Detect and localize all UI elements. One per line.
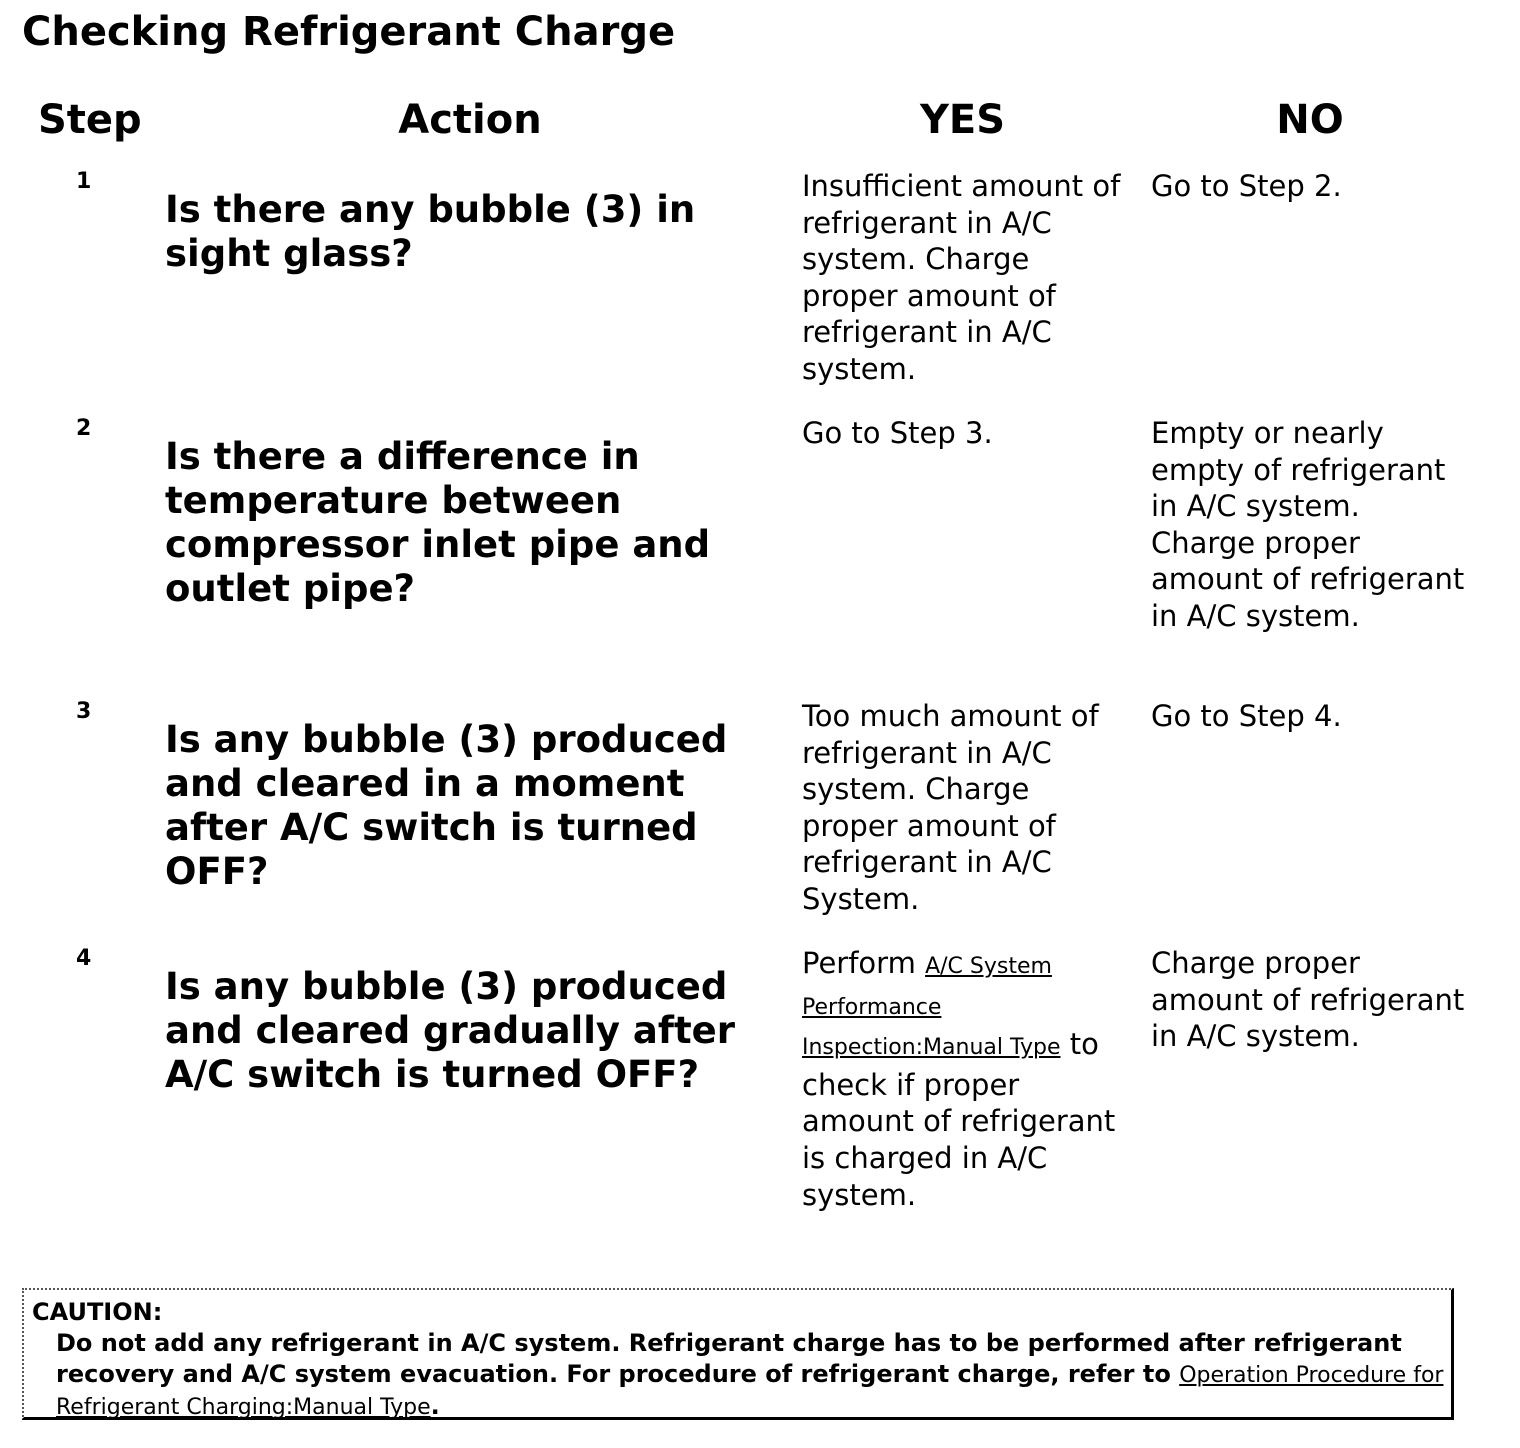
yes-result-prefix: Perform [802,946,916,980]
yes-result: Too much amount of refrigerant in A/C system. Charge proper amount of refrigerant in A/C System. [802,699,1099,916]
yes-result [802,945,1132,1213]
page-title: Checking Refrigerant Charge [22,9,676,55]
caution-box [22,1288,1454,1420]
caution-end: . [430,1392,440,1420]
no-result: Charge proper amount of refrigerant in A/C system. [1151,946,1465,1054]
yes-result: Go to Step 3. [802,416,993,450]
caution-text [56,1328,1452,1423]
action-question: Is there a difference in temperature between compressor inlet pipe and outlet pipe? [165,435,711,610]
step-number: 3 [76,699,92,724]
no-result: Go to Step 2. [1151,169,1342,203]
ac-performance-inspection-link[interactable]: A/C System Performance Inspection:Manual Type [802,954,1061,1061]
refrigerant-charging-procedure-link[interactable]: Operation Procedure for Refrigerant Charging:Manual Type [56,1363,1444,1420]
yes-result: Insufficient amount of refrigerant in A/C system. Charge proper amount of refrigerant in A/C system. [802,169,1121,386]
step-number: 4 [76,946,92,971]
action-question: Is any bubble (3) produced and cleared gradually after A/C switch is turned OFF? [165,965,736,1096]
column-header-action: Action [398,97,542,143]
caution-label: CAUTION: [32,1298,163,1326]
yes-result-suffix: to check if proper amount of refrigerant is charged in A/C system. [802,1027,1116,1212]
no-result: Empty or nearly empty of refrigerant in A/C system. Charge proper amount of refrigerant in A/C system. [1151,416,1465,633]
step-number: 1 [76,169,92,194]
action-question: Is any bubble (3) produced and cleared in a moment after A/C switch is turned OFF? [165,718,728,893]
caution-body: Do not add any refrigerant in A/C system. Refrigerant charge has to be performed after refrigerant recovery and A/C system evacuation. For procedure of refrigerant charge, refer to [56,1329,1402,1388]
column-header-no: NO [1276,97,1344,143]
column-header-yes: YES [919,97,1006,143]
action-question: Is there any bubble (3) in sight glass? [165,188,696,275]
column-header-step: Step [38,97,142,143]
step-number: 2 [76,416,92,441]
no-result: Go to Step 4. [1151,699,1342,733]
